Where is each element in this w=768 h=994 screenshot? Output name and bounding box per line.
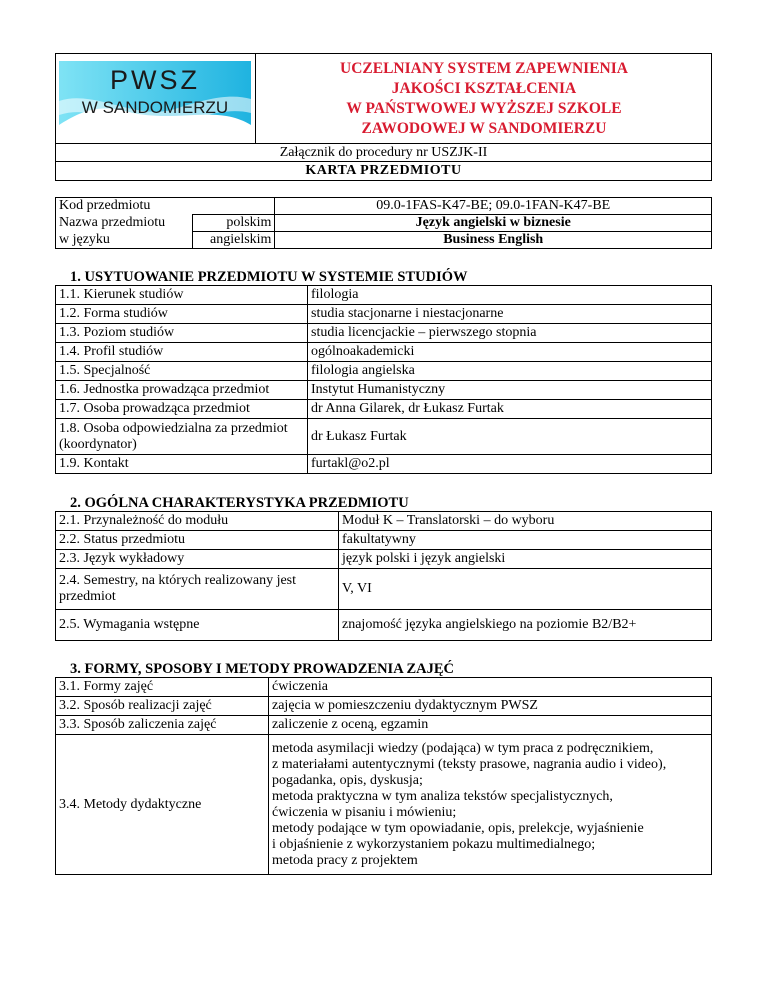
name-polish: Język angielski w biznesie	[275, 215, 712, 232]
s1-label: 1.1. Kierunek studiów	[56, 286, 308, 305]
section1-title: 1. USYTUOWANIE PRZEDMIOTU W SYSTEMIE STUDIÓW	[70, 269, 468, 285]
code-value: 09.0-1FAS-K47-BE; 09.0-1FAN-K47-BE	[275, 198, 712, 215]
s3-value: metoda asymilacji wiedzy (podająca) w tym praca z podręcznikiem, z materiałami autentycznymi (teksty prasowe, nagrania audio i video), pogadanka, opis, dyskusja; metoda praktyczna w tym analiza tekstów specjalistycznych, ćwiczenia w pisaniu i mówieniu; metody podające w tym opowiadanie, opis, prelekcje, wyjaśnienie i objaśnienie z wykorzystaniem pokazu multimedialnego; metoda pracy z projektem	[269, 735, 712, 875]
s1-label: 1.3. Poziom studiów	[56, 324, 308, 343]
s1-value: Instytut Humanistyczny	[308, 381, 712, 400]
s3-value: ćwiczenia	[269, 678, 712, 697]
code-label: Kod przedmiotu	[56, 198, 275, 215]
s3-label: 3.3. Sposób zaliczenia zajęć	[56, 716, 269, 735]
s2-value: język polski i język angielski	[339, 550, 712, 569]
s2-label: 2.2. Status przedmiotu	[56, 531, 339, 550]
polish-label: polskim	[192, 215, 275, 232]
s1-value: studia stacjonarne i niestacjonarne	[308, 305, 712, 324]
wave-logo-icon	[55, 53, 254, 142]
s2-label: 2.4. Semestry, na których realizowany jest przedmiot	[56, 569, 339, 610]
s1-value: furtakl@o2.pl	[308, 455, 712, 474]
header-title	[256, 53, 712, 144]
s1-value: filologia angielska	[308, 362, 712, 381]
section3-title: 3. FORMY, SPOSOBY I METODY PROWADZENIA ZAJĘĆ	[70, 661, 455, 677]
s3-label: 3.4. Metody dydaktyczne	[56, 735, 269, 875]
s2-value: V, VI	[339, 569, 712, 610]
s1-label: 1.5. Specjalność	[56, 362, 308, 381]
header-title-text: UCZELNIANY SYSTEM ZAPEWNIENIA JAKOŚCI KSZTAŁCENIA W PAŃSTWOWEJ WYŻSZEJ SZKOLE ZAWODOWEJ W SANDOMIERZU	[340, 59, 628, 137]
s1-value: ogólnoakademicki	[308, 343, 712, 362]
subject-table	[55, 197, 712, 249]
s2-value: fakultatywny	[339, 531, 712, 550]
s2-value: Moduł K – Translatorski – do wyboru	[339, 512, 712, 531]
section2-title: 2. OGÓLNA CHARAKTERYSTYKA PRZEDMIOTU	[70, 495, 409, 511]
lang-label: w języku	[56, 232, 193, 249]
logo-bottom-text: W SANDOMIERZU	[81, 98, 229, 117]
s3-label: 3.1. Formy zajęć	[56, 678, 269, 697]
s1-label: 1.8. Osoba odpowiedzialna za przedmiot (koordynator)	[56, 419, 308, 455]
english-label: angielskim	[192, 232, 275, 249]
name-english: Business English	[275, 232, 712, 249]
s1-value: dr Łukasz Furtak	[308, 419, 712, 455]
s1-label: 1.9. Kontakt	[56, 455, 308, 474]
s1-value: dr Anna Gilarek, dr Łukasz Furtak	[308, 400, 712, 419]
name-label: Nazwa przedmiotu	[56, 215, 193, 232]
s1-label: 1.6. Jednostka prowadząca przedmiot	[56, 381, 308, 400]
s1-label: 1.2. Forma studiów	[56, 305, 308, 324]
section1-table	[55, 285, 712, 474]
annex-label: Załącznik do procedury nr USZJK-II	[55, 144, 712, 162]
card-title: KARTA PRZEDMIOTU	[55, 162, 712, 181]
s1-label: 1.4. Profil studiów	[56, 343, 308, 362]
section3-table	[55, 677, 712, 875]
s1-label: 1.7. Osoba prowadząca przedmiot	[56, 400, 308, 419]
s2-value: znajomość języka angielskiego na poziomie B2/B2+	[339, 610, 712, 641]
logo	[55, 53, 256, 144]
logo-top-text: PWSZ	[110, 65, 200, 95]
s1-value: studia licencjackie – pierwszego stopnia	[308, 324, 712, 343]
s3-value: zaliczenie z oceną, egzamin	[269, 716, 712, 735]
s3-label: 3.2. Sposób realizacji zajęć	[56, 697, 269, 716]
s2-label: 2.3. Język wykładowy	[56, 550, 339, 569]
s1-value: filologia	[308, 286, 712, 305]
s2-label: 2.1. Przynależność do modułu	[56, 512, 339, 531]
s3-value: zajęcia w pomieszczeniu dydaktycznym PWSZ	[269, 697, 712, 716]
section2-table	[55, 511, 712, 641]
s2-label: 2.5. Wymagania wstępne	[56, 610, 339, 641]
